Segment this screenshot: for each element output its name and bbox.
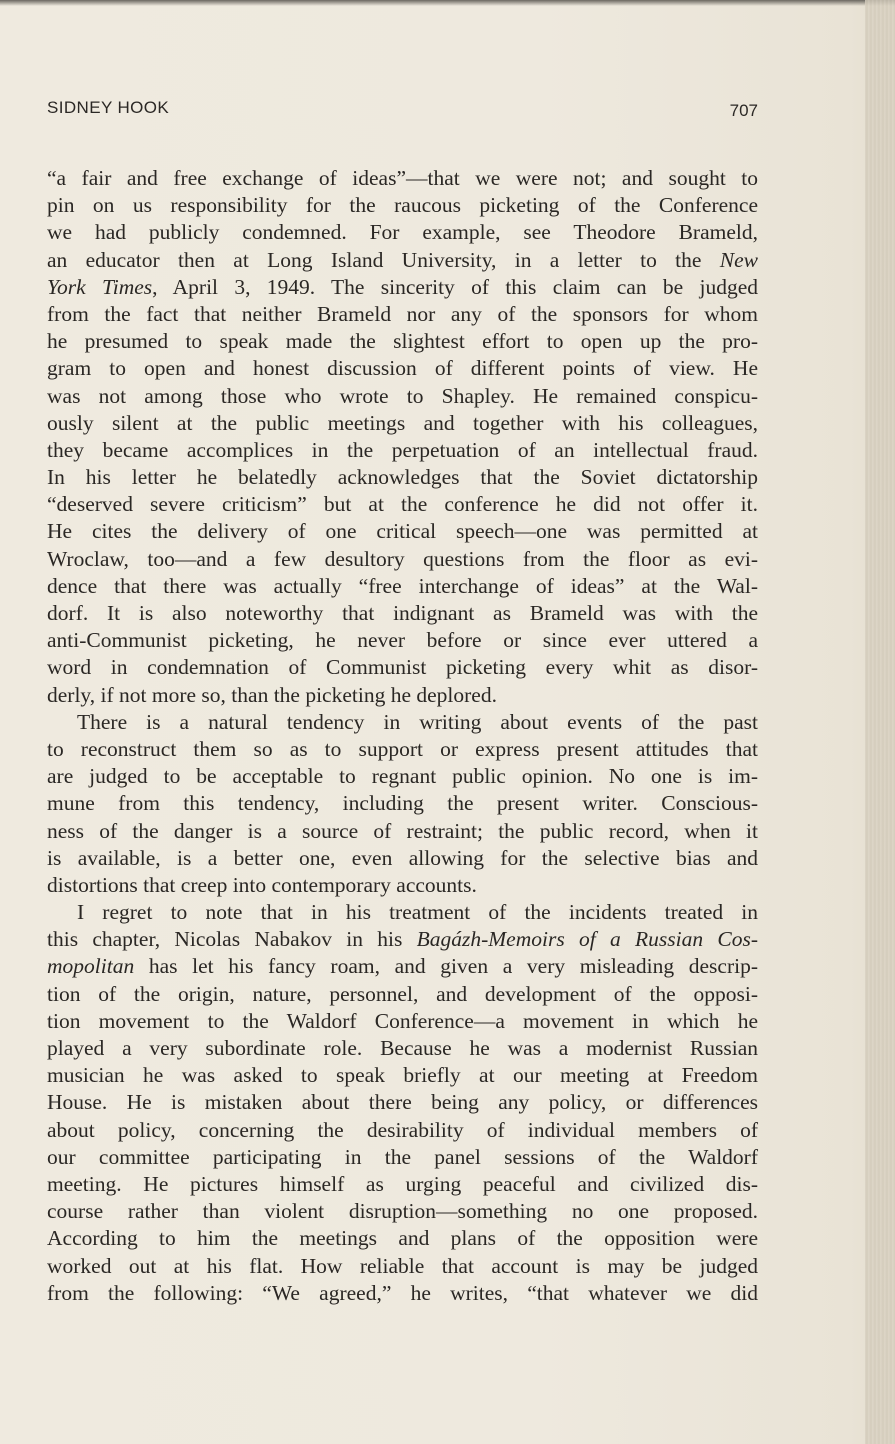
- body-text: [47, 165, 758, 1307]
- text-line: In his letter he belatedly acknowledges that the Soviet dictatorship: [47, 465, 758, 490]
- text-line: musician he was asked to speak briefly at our meeting at Freedom: [47, 1063, 758, 1088]
- text-line: “deserved severe criticism” but at the conference he did not offer it.: [47, 492, 758, 517]
- text-line: dence that there was actually “free interchange of ideas” at the Wal-: [47, 573, 758, 598]
- text-line: He cites the delivery of one critical speech—one was permitted at: [47, 519, 758, 544]
- text-line: mopolitan has let his fancy roam, and given a very misleading descrip-: [47, 954, 758, 979]
- text-line: this chapter, Nicolas Nabakov in his Bagázh-Memoirs of a Russian Cos-: [47, 927, 758, 952]
- page-edge-stack: [865, 0, 895, 1444]
- text-line: There is a natural tendency in writing about events of the past: [77, 709, 758, 734]
- text-line: I regret to note that in his treatment of the incidents treated in: [77, 900, 758, 925]
- text-line: According to him the meetings and plans of the opposition were: [47, 1226, 758, 1251]
- text-line: pin on us responsibility for the raucous picketing of the Conference: [47, 193, 758, 218]
- text-line: about policy, concerning the desirability of individual members of: [47, 1117, 758, 1142]
- text-line: worked out at his flat. How reliable that account is may be judged: [47, 1253, 758, 1278]
- text-line: we had publicly condemned. For example, see Theodore Brameld,: [47, 220, 758, 245]
- text-line: they became accomplices in the perpetuation of an intellectual fraud.: [47, 437, 758, 462]
- text-line: York Times, April 3, 1949. The sincerity of this claim can be judged: [47, 274, 759, 299]
- text-line: played a very subordinate role. Because he was a modernist Russian: [47, 1036, 758, 1060]
- text-line: word in condemnation of Communist picketing every whit as disor-: [47, 655, 758, 680]
- text-line: House. He is mistaken about there being any policy, or differences: [47, 1090, 758, 1115]
- text-line: dorf. It is also noteworthy that indignant as Brameld was with the: [47, 601, 758, 625]
- text-line: to reconstruct them so as to support or express present attitudes that: [47, 736, 758, 761]
- text-line: was not among those who wrote to Shapley. He remained conspicu-: [47, 383, 758, 408]
- text-line: “a fair and free exchange of ideas”—that we were not; and sought to: [47, 166, 758, 190]
- top-edge-shadow: [0, 0, 895, 6]
- text-line: tion movement to the Waldorf Conference—a movement in which he: [47, 1008, 758, 1033]
- text-line: distortions that creep into contemporary accounts.: [47, 872, 477, 897]
- text-line: course rather than violent disruption—something no one proposed.: [47, 1199, 758, 1224]
- text-line: from the following: “We agreed,” he writes, “that whatever we did: [47, 1280, 758, 1305]
- text-line: gram to open and honest discussion of different points of view. He: [47, 356, 758, 381]
- text-line: he presumed to speak made the slightest effort to open up the pro-: [47, 329, 758, 354]
- text-line: are judged to be acceptable to regnant public opinion. No one is im-: [47, 764, 758, 789]
- text-line: meeting. He pictures himself as urging peaceful and civilized dis-: [47, 1171, 758, 1196]
- text-line: derly, if not more so, than the picketing he deplored.: [47, 682, 497, 707]
- text-line: our committee participating in the panel sessions of the Waldorf: [47, 1144, 758, 1169]
- text-line: ously silent at the public meetings and together with his colleagues,: [47, 410, 758, 435]
- page-number: 707: [729, 101, 758, 120]
- text-line: an educator then at Long Island University, in a letter to the New: [47, 247, 758, 272]
- text-line: anti-Communist picketing, he never before or since ever uttered a: [47, 628, 758, 653]
- text-line: is available, is a better one, even allowing for the selective bias and: [47, 845, 758, 870]
- text-line: from the fact that neither Brameld nor any of the sponsors for whom: [47, 301, 758, 326]
- text-line: tion of the origin, nature, personnel, and development of the opposi-: [47, 981, 758, 1006]
- text-line: mune from this tendency, including the present writer. Conscious-: [47, 791, 758, 816]
- text-line: Wroclaw, too—and a few desultory questions from the floor as evi-: [47, 546, 758, 571]
- running-head: SIDNEY HOOK: [47, 98, 170, 117]
- text-line: ness of the danger is a source of restraint; the public record, when it: [47, 818, 758, 843]
